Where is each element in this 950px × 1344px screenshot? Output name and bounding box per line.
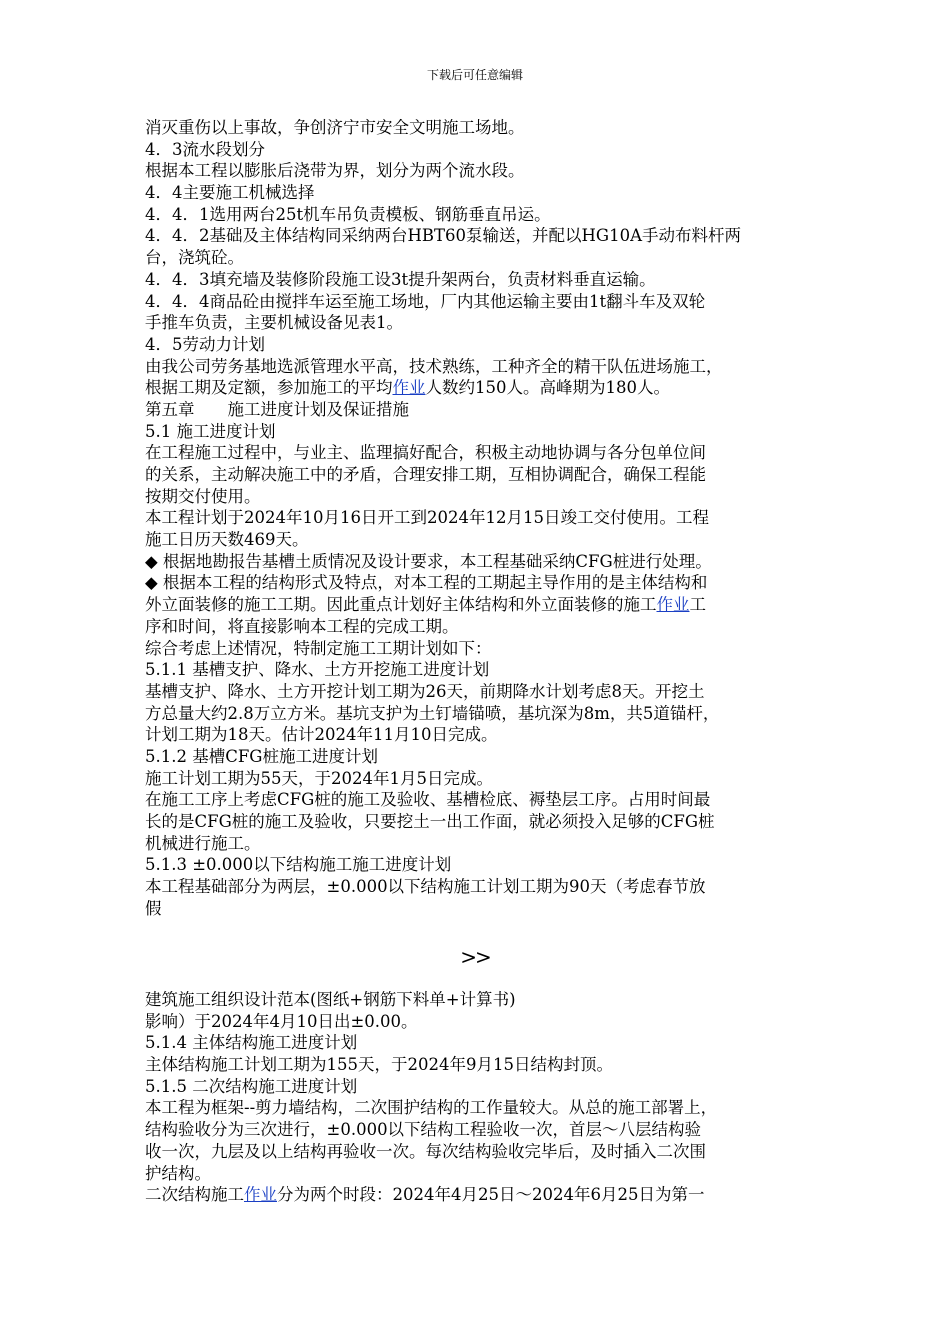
text-line — [145, 1119, 810, 1141]
text-segment: 结构验收分为三次进行，±0.000以下结构工程验收一次，首层～八层结构验 — [145, 1120, 702, 1140]
text-segment: ◆ 根据本工程的结构形式及特点，对本工程的工期起主导作用的是主体结构和 — [145, 573, 708, 593]
text-line — [145, 139, 810, 161]
text-line — [145, 204, 810, 226]
text-segment: 5.1.5 二次结构施工进度计划 — [145, 1076, 358, 1096]
text-segment: 基槽支护、降水、土方开挖计划工期为26天，前期降水计划考虑8天。开挖土 — [145, 681, 705, 701]
text-line — [145, 507, 810, 529]
text-segment: 5.1.2 基槽CFG桩施工进度计划 — [145, 746, 378, 766]
text-segment: 在施工工序上考虑CFG桩的施工及验收、基槽检底、褥垫层工序。占用时间最 — [145, 790, 711, 810]
text-line — [145, 989, 810, 1011]
text-segment: 本工程为框架--剪力墙结构，二次围护结构的工作量较大。从总的施工部署上， — [145, 1098, 718, 1118]
text-segment: 序和时间，将直接影响本工程的完成工期。 — [145, 616, 459, 636]
text-line — [145, 1032, 810, 1054]
text-segment: 按期交付使用。 — [145, 486, 261, 506]
text-segment: 4．3流水段划分 — [145, 139, 265, 159]
text-segment: 主体结构施工计划工期为155天，于2024年9月15日结构封顶。 — [145, 1055, 613, 1075]
text-segment: 4．5劳动力计划 — [145, 334, 265, 354]
text-segment: 计划工期为18天。估计2024年11月10日完成。 — [145, 725, 498, 745]
text-line — [145, 1011, 810, 1033]
text-segment: 4．4．3填充墙及装修阶段施工设3t提升架两台，负责材料垂直运输。 — [145, 269, 656, 289]
text-segment: 外立面装修的施工工期。因此重点计划好主体结构和外立面装修的施工 — [145, 595, 657, 615]
text-segment: 的关系，主动解决施工中的矛盾，合理安排工期，互相协调配合，确保工程能 — [145, 465, 706, 484]
text-line — [145, 724, 810, 746]
text-segment: 根据工期及定额，参加施工的平均 — [145, 378, 393, 398]
text-segment: 4．4主要施工机械选择 — [145, 183, 315, 203]
text-segment: 5.1.4 主体结构施工进度计划 — [145, 1033, 358, 1053]
text-segment: 4．4．2基础及主体结构同采纳两台HBT60泵输送，并配以HG10A手动布料杆两 — [145, 226, 741, 246]
text-segment: 由我公司劳务基地选派管理水平高，技术熟练，工种齐全的精干队伍进场施工， — [145, 356, 723, 376]
text-segment: 方总量大约2.8万立方米。基坑支护为土钉墙锚喷，基坑深为8m，共5道锚杆， — [145, 703, 720, 723]
text-segment: 台，浇筑砼。 — [145, 248, 244, 268]
text-line — [145, 464, 810, 486]
text-segment: 施工日历天数469天。 — [145, 530, 309, 550]
text-line — [145, 876, 810, 898]
text-segment: 4．4．1选用两台25t机车吊负责模板、钢筋垂直吊运。 — [145, 204, 551, 224]
text-line — [145, 1054, 810, 1076]
inline-link[interactable]: 作业 — [244, 1185, 277, 1205]
text-line — [145, 659, 810, 681]
text-line — [145, 421, 810, 443]
text-segment: 机械进行施工。 — [145, 833, 261, 853]
text-segment: 本工程计划于2024年10月16日开工到2024年12月15日竣工交付使用。工程 — [145, 508, 709, 528]
text-segment: 4．4．4商品砼由搅拌车运至施工场地，厂内其他运输主要由1t翻斗车及双轮 — [145, 291, 706, 311]
text-line — [145, 269, 810, 291]
inline-link[interactable]: 作业 — [392, 378, 426, 398]
text-line — [145, 594, 810, 616]
text-line — [145, 1163, 810, 1185]
page-header: 下载后可任意编辑 — [426, 68, 523, 82]
document-body-page1 — [145, 117, 810, 919]
text-segment: 5.1.3 ±0.000以下结构施工施工进度计划 — [145, 855, 452, 875]
text-segment: 本工程基础部分为两层，±0.000以下结构施工计划工期为90天（考虑春节放 — [145, 877, 706, 897]
text-line — [145, 551, 810, 573]
text-line — [145, 833, 810, 855]
text-line — [145, 312, 810, 334]
text-line — [145, 182, 810, 204]
inline-link[interactable]: 作业 — [656, 595, 690, 615]
text-segment: 分为两个时段：2024年4月25日～2024年6月25日为第一 — [277, 1185, 705, 1205]
text-line — [145, 356, 810, 378]
document-body-page2 — [145, 989, 810, 1206]
text-line — [145, 334, 810, 356]
text-segment: 在工程施工过程中，与业主、监理搞好配合，积极主动地协调与各分包单位间 — [145, 443, 706, 463]
text-segment: 5.1.1 基槽支护、降水、土方开挖施工进度计划 — [145, 660, 490, 680]
text-line — [145, 789, 810, 811]
text-line — [145, 1097, 810, 1119]
text-line — [145, 160, 810, 182]
text-line — [145, 1184, 810, 1206]
text-line — [145, 117, 810, 139]
text-segment: 二次结构施工 — [145, 1185, 244, 1205]
text-segment: 手推车负责，主要机械设备见表1。 — [145, 313, 403, 333]
text-segment: 施工计划工期为55天，于2024年1月5日完成。 — [145, 768, 493, 788]
text-segment: 假 — [145, 898, 162, 918]
text-line — [145, 854, 810, 876]
text-segment: 长的是CFG桩的施工及验收，只要挖土一出工作面，就必须投入足够的CFG桩 — [145, 812, 715, 831]
text-segment: 根据本工程以膨胀后浇带为界，划分为两个流水段。 — [145, 161, 525, 181]
text-line — [145, 638, 810, 660]
text-line — [145, 247, 810, 269]
text-segment: 5.1 施工进度计划 — [145, 421, 276, 441]
text-segment: ◆ 根据地勘报告基槽土质情况及设计要求，本工程基础采纳CFG桩进行处理。 — [145, 551, 712, 571]
text-line — [145, 681, 810, 703]
text-segment: 消灭重伤以上事故，争创济宁市安全文明施工场地。 — [145, 118, 525, 137]
text-segment: 综合考虑上述情况，特制定施工工期计划如下： — [145, 638, 492, 658]
text-line — [145, 1141, 810, 1163]
text-segment: 护结构。 — [145, 1163, 211, 1183]
text-segment: 第五章 施工进度计划及保证措施 — [145, 399, 409, 419]
text-line — [145, 703, 810, 725]
page-break-marker: >> — [460, 945, 490, 969]
text-segment: 收一次，九层及以上结构再验收一次。每次结构验收完毕后，及时插入二次围 — [145, 1141, 706, 1161]
text-line — [145, 377, 810, 399]
text-line — [145, 442, 810, 464]
text-segment: 建筑施工组织设计范本(图纸+钢筋下料单+计算书) — [145, 990, 516, 1009]
text-line — [145, 399, 810, 421]
text-line — [145, 572, 810, 594]
text-line — [145, 768, 810, 790]
text-line — [145, 898, 810, 920]
text-segment: 影响）于2024年4月10日出±0.00。 — [145, 1011, 418, 1031]
text-line — [145, 291, 810, 313]
text-line — [145, 486, 810, 508]
text-segment: 人数约150人。高峰期为180人。 — [425, 378, 670, 398]
text-line — [145, 811, 810, 833]
text-line — [145, 616, 810, 638]
text-segment: 工 — [689, 595, 706, 615]
text-line — [145, 1076, 810, 1098]
text-line — [145, 529, 810, 551]
text-line — [145, 746, 810, 768]
text-line — [145, 225, 810, 247]
